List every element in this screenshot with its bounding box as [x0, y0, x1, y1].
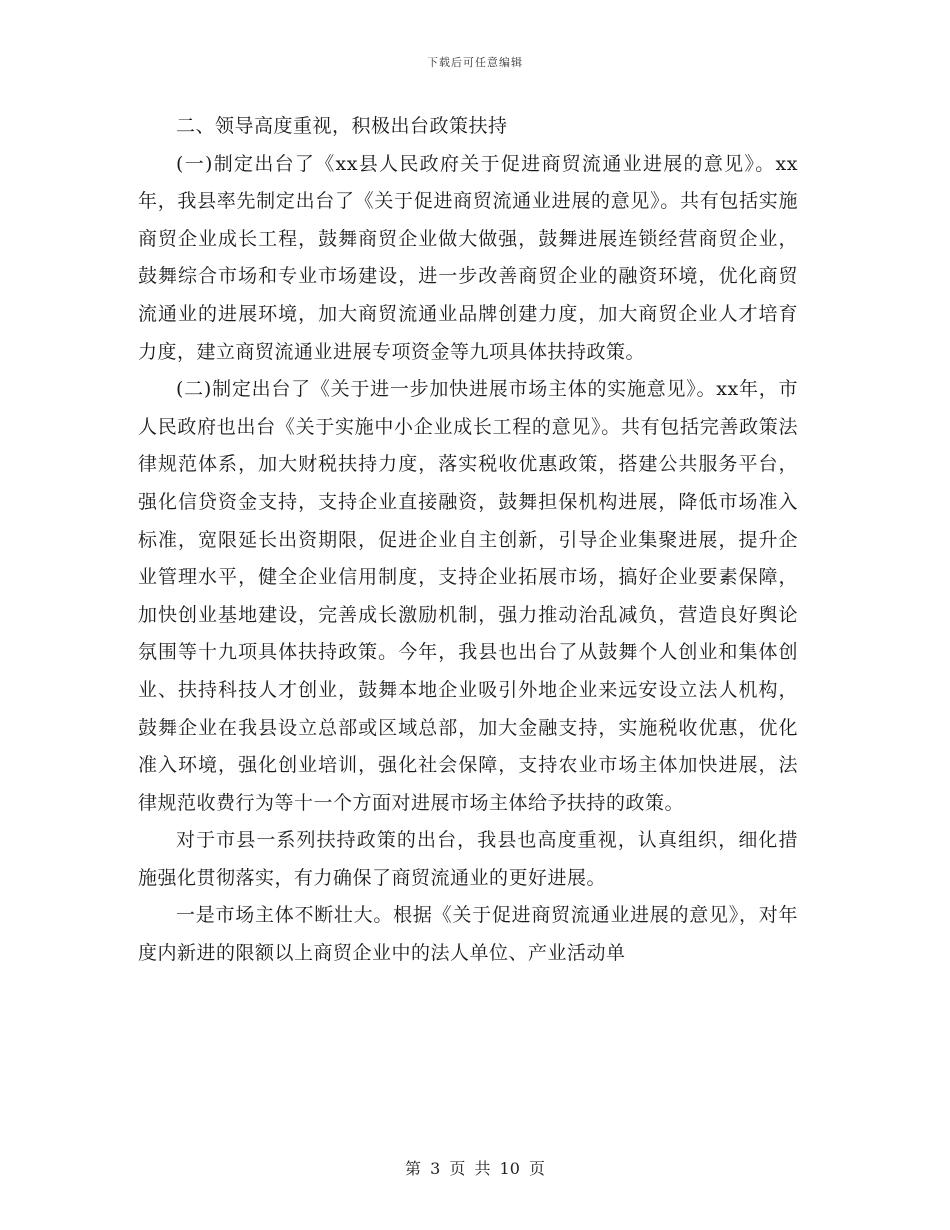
section-heading: 二、领导高度重视，积极出台政策扶持 — [176, 115, 508, 137]
paragraph-4: 一是市场主体不断壮大。根据《关于促进商贸流通业进展的意见》，对年度内新进的限额以上商贸企业中的法人单位、产业活动单 — [138, 904, 798, 965]
paragraph-3: 对于市县一系列扶持政策的出台，我县也高度重视，认真组织，细化措施强化贯彻落实，有力确保了商贸流通业的更好进展。 — [138, 829, 798, 889]
paragraph-1: (一)制定出台了《xx县人民政府关于促进商贸流通业进展的意见》。xx年，我县率先制定出台了《关于促进商贸流通业进展的意见》。共有包括实施商贸企业成长工程，鼓舞商贸企业做大做强，鼓舞进展连锁经营商贸企业，鼓舞综合市场和专业市场建设，进一步改善商贸企业的融资环境，优化商贸流通业的进展环境，加大商贸流通业品牌创建力度，加大商贸企业人才培育力度，建立商贸流通业进展专项资金等九项具体扶持政策。 — [138, 152, 798, 363]
page-header: 下载后可任意编辑 — [427, 56, 523, 69]
paragraph-2: (二)制定出台了《关于进一步加快进展市场主体的实施意见》。xx年，市人民政府也出台《关于实施中小企业成长工程的意见》。共有包括完善政策法律规范体系，加大财税扶持力度，落实税收优惠政策，搭建公共服务平台，强化信贷资金支持，支持企业直接融资，鼓舞担保机构进展，降低市场准入标准，宽限延长出资期限，促进企业自主创新，引导企业集聚进展，提升企业管理水平，健全企业信用制度，支持企业拓展市场，搞好企业要素保障，加快创业基地建设，完善成长激励机制，强力推动治乱减负，营造良好舆论氛围等十九项具体扶持政策。今年，我县也出台了从鼓舞个人创业和集体创业、扶持科技人才创业，鼓舞本地企业吸引外地企业来远安设立法人机构，鼓舞企业在我县设立总部或区域总部，加大金融支持，实施税收优惠，优化准入环境，强化创业培训，强化社会保障，支持农业市场主体加快进展，法律规范收费行为等十一个方面对进展市场主体给予扶持的政策。 — [138, 378, 798, 814]
document-body — [138, 108, 798, 973]
page-number-footer: 第 3 页 共 10 页 — [405, 1159, 545, 1178]
